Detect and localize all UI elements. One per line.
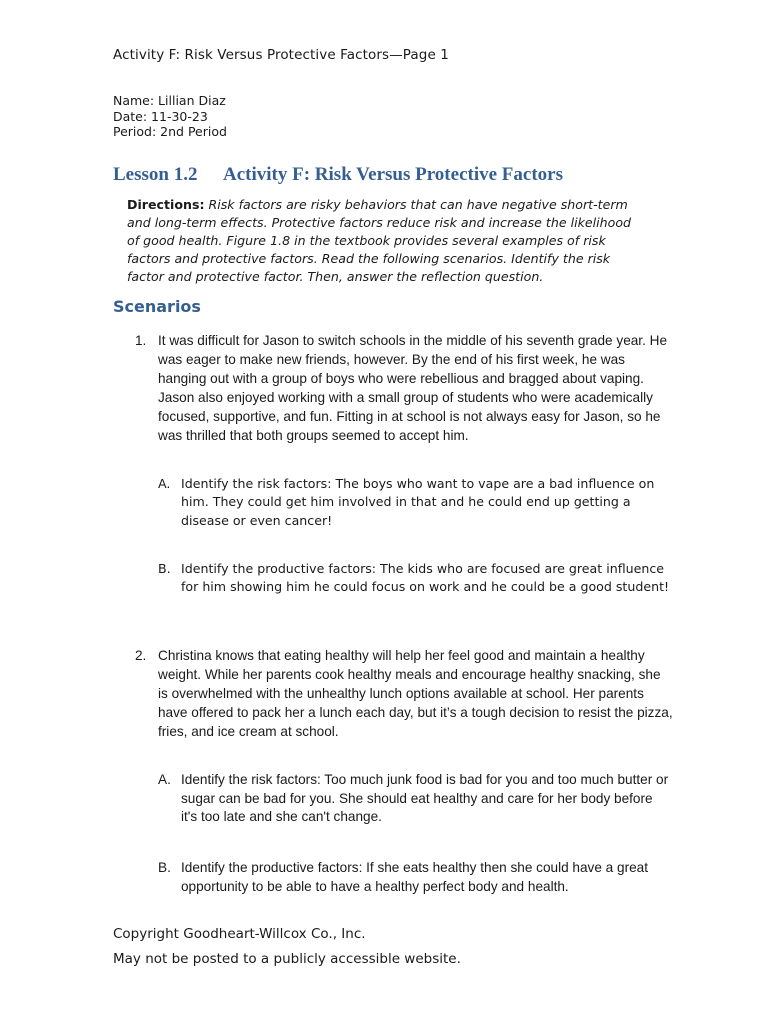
scenarios-heading: Scenarios <box>113 297 201 316</box>
scenario-1-answer-a <box>158 475 671 530</box>
scenario-2-answer-a <box>158 771 671 827</box>
lesson-heading <box>113 164 563 186</box>
scenario-text: It was difficult for Jason to switch schools in the middle of his seventh grade year. He was eager to make new friends, however. By the end of his first week, he was hanging out with a group of boys who were rebellious and bragged about vaping. Jason also enjoyed working with a small group of students who were academically focused, supportive, and fun. Fitting in at school is not always easy for Jason, so he was thrilled that both groups seemed to accept him. <box>158 333 668 443</box>
scenario-number: 1. <box>135 333 147 348</box>
scenario-text: Christina knows that eating healthy will help her feel good and maintain a healthy weight. While her parents cook healthy meals and encourage healthy snacking, she is overwhelmed with the unhealthy lunch options available at school. Her parents have offered to pack her a lunch each day, but it’s a tough decision to resist the pizza, fries, and ice cream at school. <box>158 648 673 739</box>
student-name: Name: Lillian Diaz <box>113 93 226 108</box>
lesson-number: Lesson 1.2 <box>113 164 198 185</box>
answer-letter: A. <box>158 772 171 787</box>
answer-letter: B. <box>158 561 171 576</box>
answer-text: Identify the risk factors: The boys who want to vape are a bad influence on him. They could get him involved in that and he could end up getting a disease or even cancer! <box>181 476 655 528</box>
lesson-title: Activity F: Risk Versus Protective Factors <box>223 164 563 185</box>
scenario-number: 2. <box>135 648 147 663</box>
directions <box>127 196 637 286</box>
scenario-2 <box>135 646 673 741</box>
scenario-1-answer-b <box>158 560 671 597</box>
answer-text: Identify the productive factors: The kids who are focused are great influence for him showing him he could focus on work and he could be a good student! <box>181 561 670 595</box>
directions-text: Risk factors are risky behaviors that can have negative short-term and long-term effects. Protective factors reduce risk and increase the likelihood of good health. Figure 1.8 in the textbook provides several examples of risk factors and protective factors. Read the following scenarios. Identify the risk factor and protective factor. Then, answer the reflection question. <box>127 197 632 284</box>
copyright-line: Copyright Goodheart-Willcox Co., Inc. <box>113 926 366 942</box>
student-date: Date: 11-30-23 <box>113 108 208 124</box>
scenario-2-answer-b <box>158 859 671 896</box>
answer-text: Identify the risk factors: Too much junk food is bad for you and too much butter or sugar can be bad for you. She should eat healthy and care for her body before it's too late and she can't change. <box>181 772 669 825</box>
student-period: Period: 2nd Period <box>113 124 227 139</box>
student-info <box>113 93 227 140</box>
answer-letter: B. <box>158 860 171 875</box>
directions-lead: Directions: <box>127 197 205 212</box>
answer-letter: A. <box>158 476 171 491</box>
page-header: Activity F: Risk Versus Protective Factors—Page 1 <box>113 47 449 63</box>
posting-notice: May not be posted to a publicly accessible website. <box>113 951 461 967</box>
answer-text: Identify the productive factors: If she eats healthy then she could have a great opportunity to be able to have a healthy perfect body and health. <box>181 860 649 894</box>
scenario-1 <box>135 331 673 445</box>
